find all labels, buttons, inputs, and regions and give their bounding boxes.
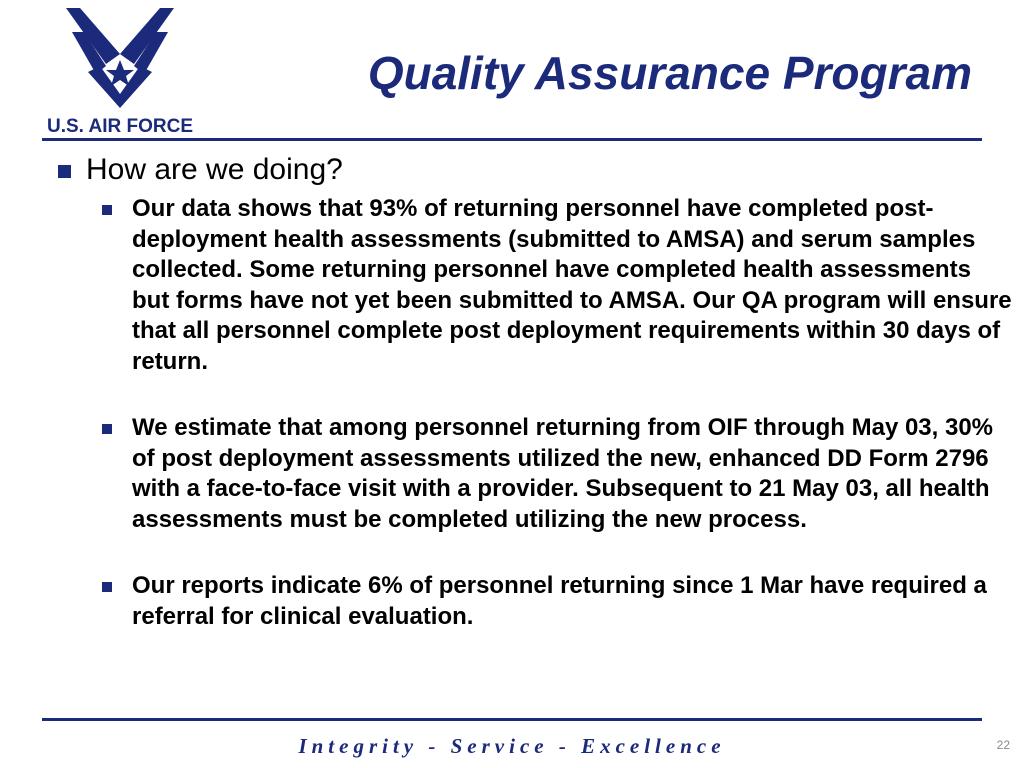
slide-title: Quality Assurance Program — [367, 47, 972, 99]
page-number: 22 — [996, 738, 1010, 752]
slide-content — [58, 150, 1012, 668]
sub-bullet-text: We estimate that among personnel returning from OIF through May 03, 30% of post deployment assessments utilized the new, enhanced DD Form 2796 with a face-to-face visit with a provider. Subsequent to 21 May 03, all health assessments must be completed utilizing the new process. — [132, 414, 994, 533]
air-force-emblem-icon — [66, 8, 174, 108]
footer-motto: Integrity - Service - Excellence — [298, 734, 726, 758]
heading-bullet — [58, 150, 1008, 190]
square-bullet-icon — [102, 582, 112, 592]
sub-bullet — [132, 571, 1012, 632]
square-bullet-icon — [102, 424, 112, 434]
sub-bullet-text: Our data shows that 93% of returning personnel have completed post-deployment health assessments (submitted to AMSA) and serum samples collected. Some returning personnel have completed health assessments but forms have not yet been submitted to AMSA. Our QA program will ensure that all personnel complete post deployment requirements within 30 days of return. — [132, 195, 1012, 375]
header-divider — [42, 138, 982, 141]
sub-bullet — [132, 194, 1012, 377]
sub-bullet-text: Our reports indicate 6% of personnel returning since 1 Mar have required a referral for clinical evaluation. — [132, 572, 987, 630]
footer-divider — [42, 718, 982, 721]
logo-text: U.S. AIR FORCE — [46, 116, 194, 137]
air-force-logo — [40, 8, 200, 136]
square-bullet-icon — [58, 165, 71, 178]
heading-text: How are we doing? — [86, 153, 343, 186]
square-bullet-icon — [102, 205, 112, 215]
sub-bullet — [132, 413, 1012, 535]
